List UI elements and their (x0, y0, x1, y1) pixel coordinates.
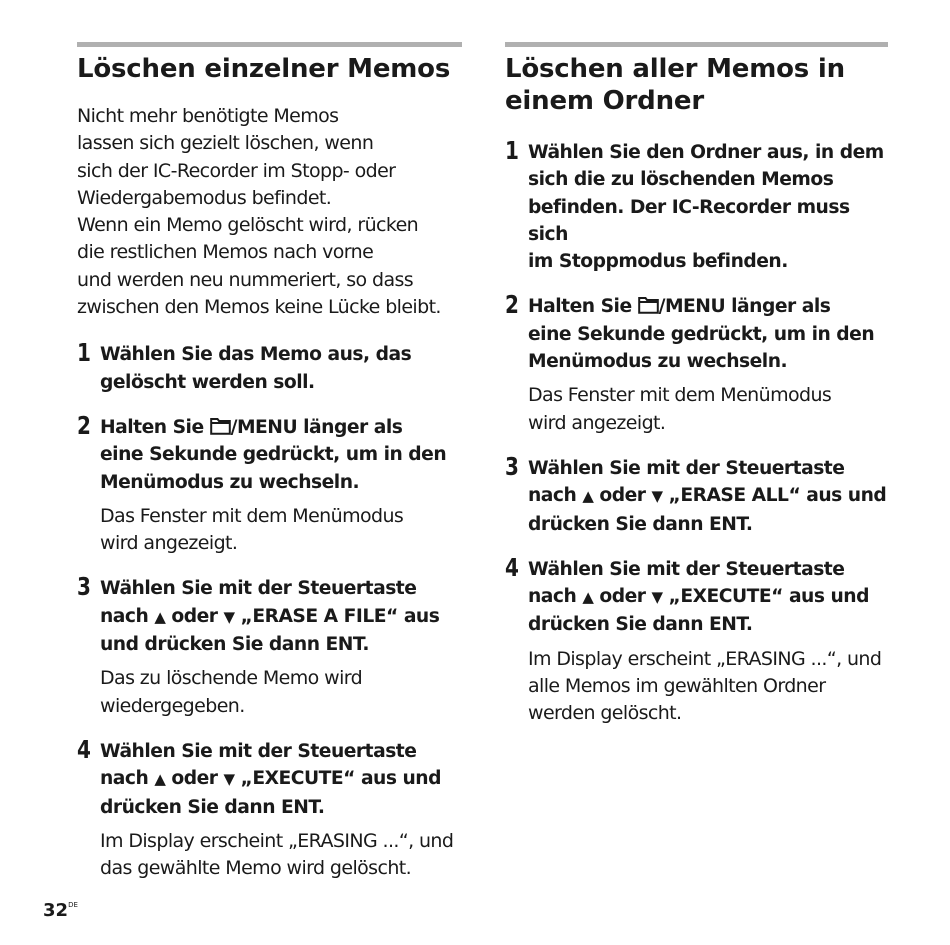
step-3 (77, 572, 462, 719)
step-title-line (528, 293, 888, 320)
step-title (528, 139, 888, 275)
section-rule (505, 42, 888, 47)
down-arrow-icon: ▼ (223, 770, 235, 789)
up-arrow-icon: ▲ (582, 588, 594, 607)
step-4 (505, 552, 888, 728)
down-arrow-icon: ▼ (223, 607, 235, 626)
step-title-line (528, 482, 888, 510)
step-number: 4 (77, 734, 91, 764)
step-desc-line: Das Fenster mit dem Menümodus (528, 384, 832, 407)
step-title (528, 293, 888, 375)
step-title-line: gelöscht werden soll. (100, 371, 315, 393)
step-title-part: nach (528, 485, 583, 507)
step-desc-line: alle Memos im gewählten Ordner (528, 675, 826, 698)
folder-icon (638, 296, 659, 314)
step-number: 3 (77, 572, 91, 602)
section-heading (505, 53, 888, 117)
step-title-line: eine Sekunde gedrückt, um in den (100, 444, 447, 466)
intro-line: Nicht mehr benötigte Memos (77, 105, 339, 127)
step-1 (77, 338, 462, 396)
folder-icon (210, 417, 231, 435)
step-desc-line: das gewählte Memo wird gelöscht. (100, 857, 412, 880)
step-title (100, 575, 462, 658)
step-title-line: Menümodus zu wechseln. (528, 351, 788, 373)
step-title-line: Wählen Sie mit der Steuertaste (100, 740, 417, 762)
intro-line: sich der IC-Recorder im Stopp- oder (77, 159, 396, 182)
up-arrow-icon: ▲ (154, 607, 166, 626)
step-number: 2 (77, 410, 91, 440)
step-description (100, 503, 462, 558)
section-rule (77, 42, 462, 47)
intro-line: die restlichen Memos nach vorne (77, 241, 374, 264)
step-1 (505, 136, 888, 275)
step-title-part: Halten Sie (100, 416, 210, 438)
step-title-part: nach (528, 586, 583, 608)
page-number (43, 900, 78, 921)
step-number: 2 (505, 290, 519, 320)
step-title-part: nach (100, 768, 155, 790)
step-desc-line: wird angezeigt. (528, 411, 666, 434)
step-3 (505, 451, 888, 538)
down-arrow-icon: ▼ (651, 487, 663, 506)
intro-line: Wiedergabemodus befindet. (77, 186, 332, 209)
step-title-part: oder (593, 485, 652, 507)
left-column (77, 42, 462, 882)
step-title-part: „ERASE A FILE“ aus (234, 605, 440, 627)
step-2 (77, 410, 462, 557)
page-number-value: 32 (43, 900, 69, 921)
step-title-part: nach (100, 605, 155, 627)
step-title-line (528, 583, 888, 611)
step-desc-line: Das Fenster mit dem Menümodus (100, 504, 404, 527)
step-title-line: drücken Sie dann ENT. (528, 513, 753, 535)
down-arrow-icon: ▼ (651, 588, 663, 607)
step-title-part: /MENU länger als (230, 416, 403, 438)
step-title-part: „EXECUTE“ aus und (662, 586, 869, 608)
step-title-part: „ERASE ALL“ aus und (662, 485, 887, 507)
step-title-line: Menümodus zu wechseln. (100, 471, 360, 493)
step-title-line: Wählen Sie mit der Steuertaste (100, 578, 417, 600)
step-title-line: und drücken Sie dann ENT. (100, 634, 369, 656)
intro-line: lassen sich gezielt löschen, wenn (77, 132, 374, 155)
step-number: 4 (505, 552, 519, 582)
step-title (528, 455, 888, 538)
step-description (528, 646, 888, 728)
step-title-line: eine Sekunde gedrückt, um in den (528, 323, 875, 345)
page-language-code: DE (68, 901, 78, 909)
step-title-line: Wählen Sie das Memo aus, das (100, 344, 412, 366)
section-heading: Löschen einzelner Memos (77, 54, 451, 84)
up-arrow-icon: ▲ (154, 770, 166, 789)
step-title-line: im Stoppmodus befinden. (528, 251, 788, 273)
step-title-line: befinden. Der IC-Recorder muss sich (528, 196, 850, 245)
step-description (528, 382, 888, 437)
step-title-line: Wählen Sie mit der Steuertaste (528, 457, 845, 479)
step-desc-line: Im Display erscheint „ERASING ...“, und (100, 829, 454, 852)
heading-line: Löschen aller Memos in (505, 54, 845, 84)
step-4 (77, 734, 462, 882)
step-number: 1 (505, 136, 519, 165)
step-title-line: Wählen Sie mit der Steuertaste (528, 558, 845, 580)
step-title-part: oder (165, 768, 224, 790)
intro-line: Wenn ein Memo gelöscht wird, rücken (77, 214, 419, 237)
step-title-line: drücken Sie dann ENT. (100, 796, 325, 818)
up-arrow-icon: ▲ (582, 487, 594, 506)
step-2 (505, 290, 888, 436)
right-column (505, 42, 888, 728)
step-desc-line: wiedergegeben. (100, 694, 245, 717)
step-title-part: oder (165, 605, 224, 627)
step-title-part: Halten Sie (528, 296, 638, 318)
step-title-line (100, 414, 462, 441)
step-title (100, 414, 462, 496)
heading-line: einem Ordner (505, 86, 704, 116)
step-title-part: oder (593, 586, 652, 608)
step-description (100, 828, 462, 883)
step-title-line (100, 603, 462, 631)
step-title-part: /MENU länger als (658, 296, 831, 318)
step-title-line (100, 765, 462, 793)
step-title-line: sich die zu löschenden Memos (528, 169, 834, 191)
intro-text (77, 103, 462, 321)
step-desc-line: Im Display erscheint „ERASING ...“, und (528, 647, 882, 670)
step-title-part: „EXECUTE“ aus und (234, 768, 441, 790)
step-desc-line: Das zu löschende Memo wird (100, 667, 363, 690)
intro-line: zwischen den Memos keine Lücke bleibt. (77, 296, 441, 319)
step-number: 3 (505, 451, 519, 481)
step-title (100, 341, 462, 396)
step-description (100, 665, 462, 720)
step-desc-line: werden gelöscht. (528, 702, 682, 725)
step-number: 1 (77, 338, 91, 368)
step-title (100, 738, 462, 821)
step-title-line: Wählen Sie den Ordner aus, in dem (528, 142, 884, 163)
intro-line: und werden neu nummeriert, so dass (77, 268, 414, 291)
step-title-line: drücken Sie dann ENT. (528, 614, 753, 636)
step-title (528, 556, 888, 639)
step-desc-line: wird angezeigt. (100, 532, 238, 555)
